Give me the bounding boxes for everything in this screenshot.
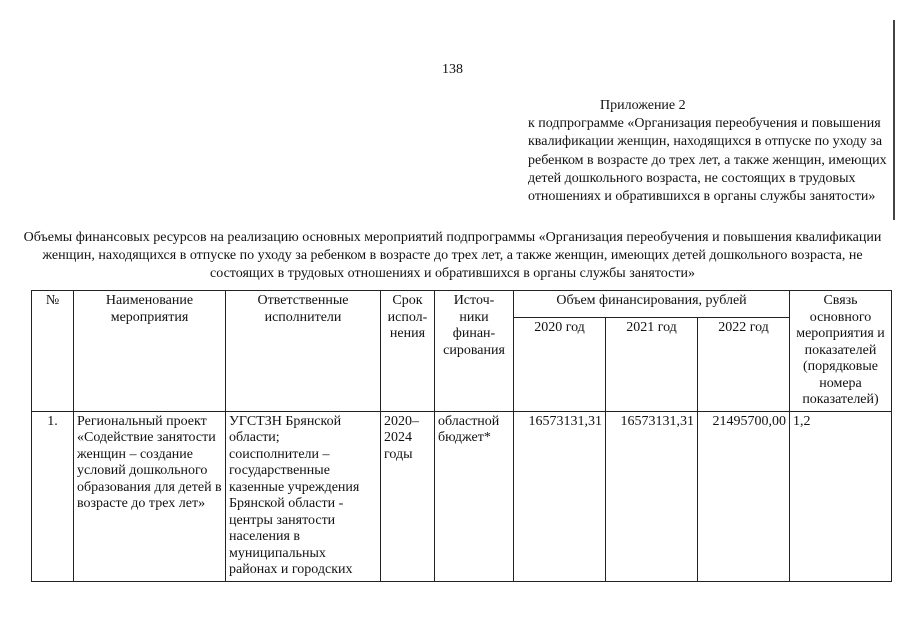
page-edge-mark — [893, 20, 895, 220]
table-row — [32, 411, 892, 581]
cell-executors: УГСТЗН Брянской области; соисполнители – государственные казенные учреждения Брянской области - центры занятости населения в муниципальных районах и городских — [226, 411, 381, 581]
header-year-2022: 2022 год — [698, 318, 790, 411]
appendix-text: к подпрограмме «Организация переобучения и повышения квалификации женщин, находящихся в отпуске по уходу за ребенком в возрасте до трех лет, а также женщин, имеющих детей дошкольного возраста, не состоящих в трудовых отношениях и обратившихся в органы службы занятости» — [528, 116, 887, 205]
financing-table — [31, 290, 892, 582]
header-term: Срок испол- нения — [381, 291, 435, 412]
page-number: 138 — [442, 62, 463, 77]
cell-y2022: 21495700,00 — [698, 411, 790, 581]
document-heading: Объемы финансовых ресурсов на реализацию основных мероприятий подпрограммы «Организация переобучения и повышения квалификации женщин, находящихся в отпуске по уходу за ребенком в возрасте до трех лет, а также женщин, имеющих детей дошкольного возраста, не состоящих в трудовых отношениях и обратившихся в органы службы занятости» — [23, 230, 882, 281]
header-volume: Объем финансирования, рублей — [514, 291, 790, 318]
header-name: Наименование мероприятия — [74, 291, 226, 412]
header-link: Связь основного мероприятия и показателей (порядковые номера показателей) — [790, 291, 892, 412]
header-source: Источ- ники финан- сирования — [435, 291, 514, 412]
cell-source: областной бюджет* — [435, 411, 514, 581]
header-num: № — [32, 291, 74, 412]
table-header-row — [32, 291, 892, 318]
cell-num: 1. — [32, 411, 74, 581]
cell-term: 2020– 2024 годы — [381, 411, 435, 581]
header-year-2021: 2021 год — [606, 318, 698, 411]
cell-link: 1,2 — [790, 411, 892, 581]
appendix-block — [528, 97, 888, 206]
header-year-2020: 2020 год — [514, 318, 606, 411]
appendix-title: Приложение 2 — [600, 98, 686, 113]
cell-y2021: 16573131,31 — [606, 411, 698, 581]
header-executors: Ответственные исполнители — [226, 291, 381, 412]
cell-y2020: 16573131,31 — [514, 411, 606, 581]
cell-name: Региональный проект «Содействие занятости женщин – создание условий дошкольного образования для детей в возрасте до трех лет» — [74, 411, 226, 581]
